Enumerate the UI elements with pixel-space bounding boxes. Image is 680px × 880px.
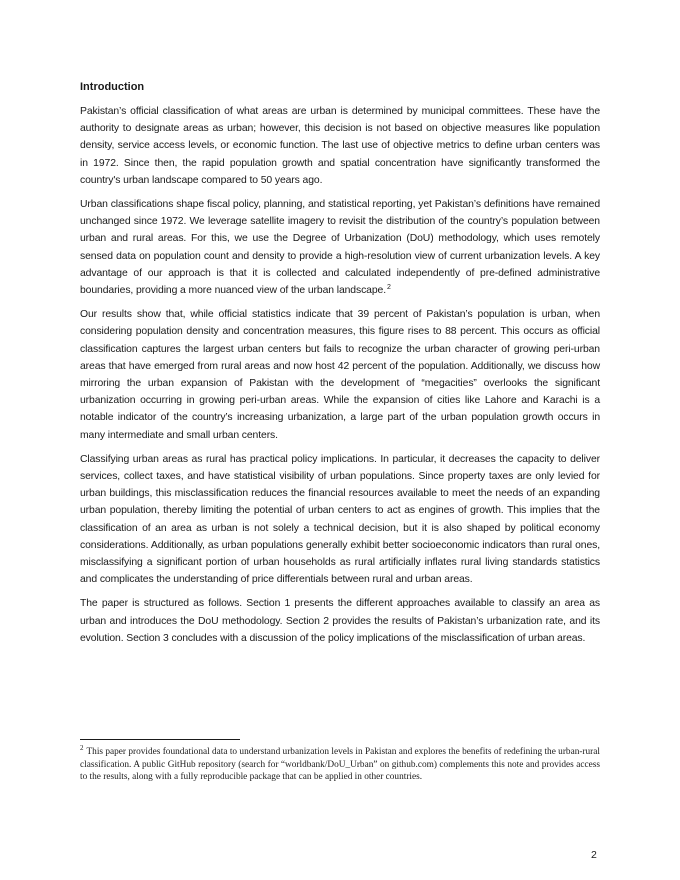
footnote-text: This paper provides foundational data to understand urbanization levels in Pakistan and explores the benefits of redefining the urban-rural classification. A public GitHub repository (search for “worldbank/DoU_Urban” on github.com) complements this note and provides access to the results, along with a fully reproducible package that can be applied in other countries. — [80, 747, 600, 783]
paragraph-3: Our results show that, while official statistics indicate that 39 percent of Pakistan’s population is urban, when considering population density and concentration measures, this figure rises to 88 percent. This occurs as official classification captures the largest urban centers but fails to recognize the urban character of growing peri-urban areas that have emerged from rural areas and now host 42 percent of the population. Additionally, we discuss how mirroring the urban expansion of Pakistan with the development of “megacities” overlooks the significant urbanization occurring in growing peri-urban areas. While the expansion of cities like Lahore and Karachi is a notable indicator of the country’s increasing urbanization, a large part of the urban population growth occurs in many intermediate and small urban centers. — [80, 309, 600, 441]
footnote — [80, 743, 600, 784]
footnote-number: 2 — [80, 743, 84, 752]
paragraph-2-text: Urban classifications shape fiscal policy, planning, and statistical reporting, yet Pakistan’s definitions have remained unchanged since 1972. We leverage satellite imagery to revisit the distribution of the country’s population between urban and rural areas. For this, we use the Degree of Urbanization (DoU) methodology, which uses remotely sensed data on population count and density to provide a high-resolution view of current urbanization levels. A key advantage of our approach is that it is collected and calculated independently of pre-defined administrative boundaries, providing a more nuanced view of the urban landscape. — [80, 199, 600, 297]
paragraph-5: The paper is structured as follows. Section 1 presents the different approaches available to classify an area as urban and introduces the DoU methodology. Section 2 provides the results of Pakistan’s urbanization rate, and its evolution. Section 3 concludes with a discussion of the policy implications of the misclassification of urban areas. — [80, 598, 600, 644]
footnote-reference[interactable]: 2 — [387, 283, 391, 291]
paragraph-2 — [80, 196, 600, 299]
page-number: 2 — [591, 849, 597, 861]
paragraph-1: Pakistan’s official classification of what areas are urban is determined by municipal committees. These have the authority to designate areas as urban; however, this decision is not based on objective measures like population density, service access levels, or economic function. The last use of objective metrics to define urban centers was in 1972. Since then, the rapid population growth and spatial concentration have significantly transformed the country's urban landscape compared to 50 years ago. — [80, 106, 600, 186]
paragraph-4: Classifying urban areas as rural has practical policy implications. In particular, it decreases the capacity to deliver services, collect taxes, and have statistical visibility of urban populations. Since property taxes are only levied for urban buildings, this misclassification reduces the financial resources available to meet the needs of an expanding urban population, thereby limiting the potential of urban centers to act as engines of growth. This implies that the classification of an area as urban is not solely a technical decision, but it is also shaped by political economy considerations. Additionally, as urban populations generally exhibit better socioeconomic indicators than rural ones, misclassifying a significant portion of urban households as rural artificially inflates rural living standards statistics and complicates the understanding of price differentials between rural and urban areas. — [80, 453, 600, 586]
body-text — [80, 103, 600, 654]
section-heading: Introduction — [80, 81, 145, 93]
footnote-divider — [80, 739, 240, 740]
